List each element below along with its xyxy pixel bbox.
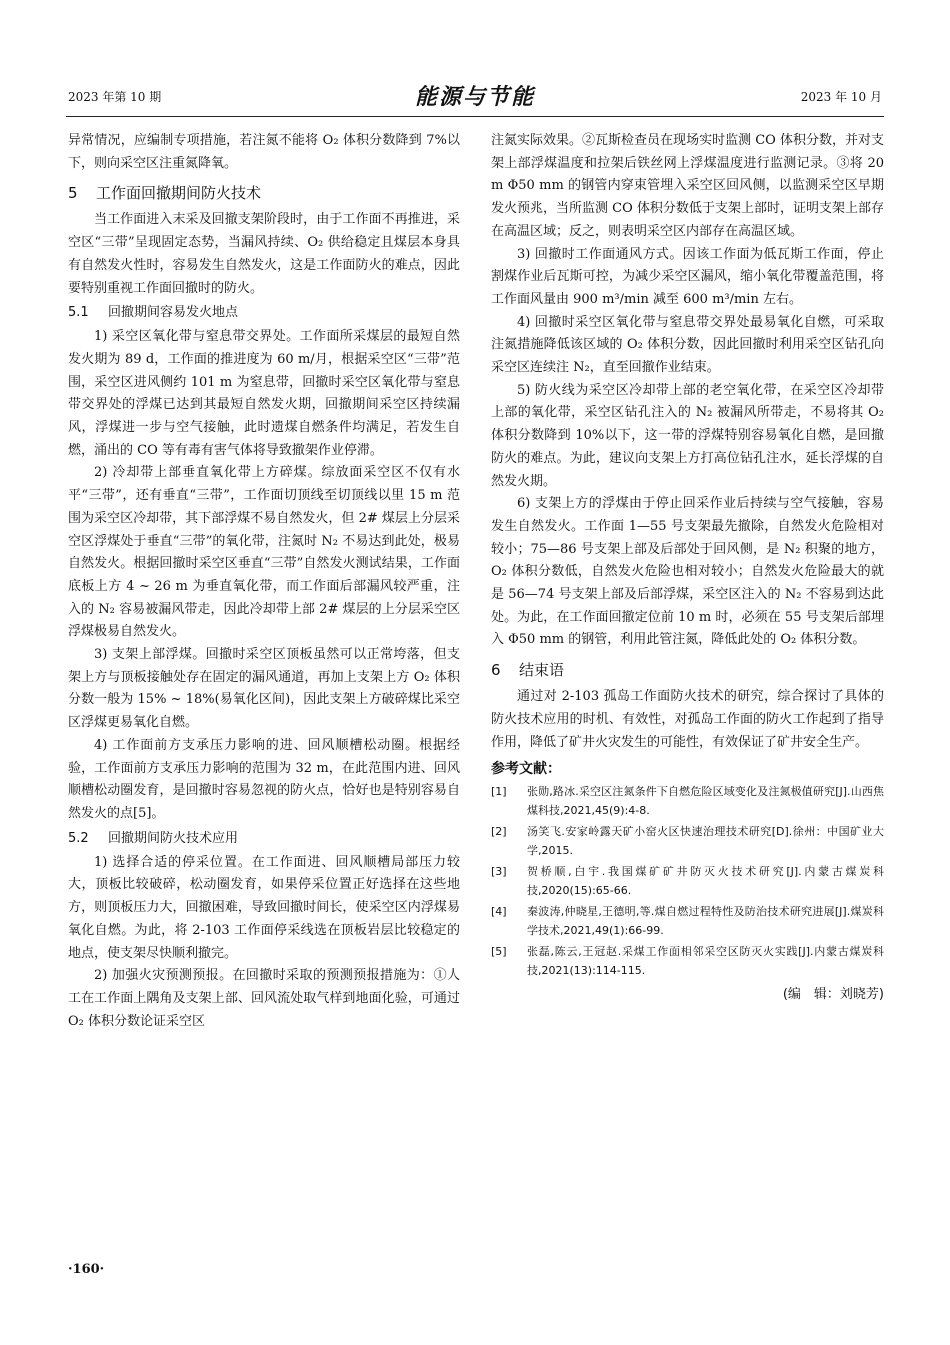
reference-item (491, 782, 884, 820)
references-heading: 参考文献： (491, 761, 561, 778)
reference-number: [4] (491, 905, 507, 919)
section-heading-6 (491, 658, 884, 682)
subsection-title: 回撤期间防火技术应用 (108, 830, 239, 846)
section-heading-5 (68, 181, 460, 205)
right-column (491, 130, 884, 1007)
page-number: ·160· (68, 1262, 105, 1277)
paragraph: 4) 回撤时采空区氧化带与窒息带交界处最易氧化自燃，可采取注氮措施降低该区域的 O₂ 体积分数，因此回撤时利用采空区钻孔向采空区连续注 N₂，直至回撤作业结束。 (491, 314, 884, 376)
reference-item (491, 862, 884, 900)
paragraph: 通过对 2-103 孤岛工作面防火技术的研究，综合探讨了具体的防火技术应用的时机、有效性，对孤岛工作面的防火工作起到了指导作用，降低了矿井火灾发生的可能性，有效保证了矿井安全生产。 (491, 689, 884, 750)
section-title: 工作面回撤期间防火技术 (96, 184, 262, 203)
paragraph: 3) 支架上部浮煤。回撤时采空区顶板虽然可以正常垮落，但支架上方与顶板接触处存在固定的漏风通道，再加上支架上方 O₂ 体积分数一般为 15% ~ 18%(易氧化区间)，因此支架上方破碎煤比采空区浮煤更易氧化自燃。 (68, 647, 460, 731)
reference-text: 汤笑飞.安家岭露天矿小窑火区快速治理技术研究[D].徐州：中国矿业大学,2015. (527, 825, 884, 858)
reference-item (491, 822, 884, 860)
subsection-heading-5-2 (68, 828, 460, 850)
subsection-heading-5-1 (68, 302, 460, 324)
reference-text: 张勋,路冰.采空区注氮条件下自燃危险区域变化及注氮极值研究[J].山西焦煤科技,2021,45(9):4-8. (527, 785, 884, 818)
paragraph: 当工作面进入末采及回撤支架阶段时，由于工作面不再推进，采空区“三带”呈现固定态势，当漏风持续、O₂ 供给稳定且煤层本身具有自然发火性时，容易发生自然发火，这是工作面防火的难点，因此要特别重视工作面回撤时的防火。 (68, 212, 460, 296)
subsection-number: 5.2 (68, 830, 89, 846)
paragraph: 3) 回撤时工作面通风方式。因该工作面为低瓦斯工作面，停止割煤作业后瓦斯可控，为减少采空区漏风，缩小氧化带覆盖范围，将工作面风量由 900 m³/min 减至 600 m³/min 左右。 (491, 246, 884, 307)
subsection-title: 回撤期间容易发火地点 (108, 305, 239, 321)
reference-text: 贺桥顺,白宇.我国煤矿矿井防灭火技术研究[J].内蒙古煤炭科技,2020(15):65-66. (527, 865, 884, 898)
editor-credit: (编 辑：刘晓芳) (782, 987, 884, 1003)
reference-text: 张磊,陈云,王冠赵.采煤工作面相邻采空区防灭火实践[J].内蒙古煤炭科技,2021(13):114-115. (527, 945, 884, 978)
paragraph: 4) 工作面前方支承压力影响的进、回风顺槽松动圈。根据经验，工作面前方支承压力影响的范围为 32 m，在此范围内进、回风顺槽松动圈发育，是回撤时容易忽视的防火点，恰好也是特别容易自然发火的点[5]。 (68, 737, 460, 821)
header-issue: 2023 年第 10 期 (68, 90, 162, 104)
paragraph: 1) 选择合适的停采位置。在工作面进、回风顺槽局部压力较大，顶板比较破碎，松动圈发育，如果停采位置正好选择在这些地方，则顶板压力大，回撤困难，导致回撤时间长，使采空区内浮煤易氧化自燃。为此，将 2-103 工作面停采线选在顶板岩层比较稳定的地点，使支架尽快顺利撤完。 (68, 854, 460, 961)
paragraph: 注氮实际效果。②瓦斯检查员在现场实时监测 CO 体积分数，并对支架上部浮煤温度和拉架后铁丝网上浮煤温度进行监测记录。③将 20 m Φ50 mm 的钢管内穿束管埋入采空区回风侧，以监测采空区早期发火预兆，当所监测 CO 体积分数低于支架上部时，证明支架上部存在高温区域；反之，则表明采空区内部存在高温区域。 (491, 133, 884, 239)
section-number: 6 (491, 661, 501, 680)
paragraph: 1) 采空区氧化带与窒息带交界处。工作面所采煤层的最短自然发火期为 89 d，工作面的推进度为 60 m/月，根据采空区“三带”范围，采空区进风侧约 101 m 为窒息带，回撤时采空区氧化带与窒息带交界处的浮煤已达到其最短自然发火期，回撤期间采空区持续漏风，浮煤进一步与空气接触，此时遗煤自燃条件均满足，若发生自燃，涌出的 CO 等有毒有害气体将导致撤架作业停滞。 (68, 329, 460, 458)
section-title: 结束语 (519, 661, 565, 680)
paragraph: 5) 防火线为采空区冷却带上部的老空氧化带，在采空区冷却带上部的氧化带，采空区钻孔注入的 N₂ 被漏风所带走，不易将其 O₂ 体积分数降到 10%以下，这一带的浮煤特别容易氧化自燃，是回撤防火的难点。为此，建议向支架上方打高位钻孔注水，延长浮煤的自然发火期。 (491, 382, 884, 489)
reference-list (491, 782, 884, 980)
reference-number: [1] (491, 785, 507, 799)
journal-logo: 能源与节能 (414, 84, 535, 110)
paragraph: 2) 加强火灾预测预报。在回撤时采取的预测预报措施为：①人工在工作面上隅角及支架上部、回风流处取气样到地面化验，可通过 O₂ 体积分数论证采空区 (68, 968, 460, 1029)
header-rule (66, 116, 884, 117)
reference-number: [2] (491, 825, 507, 839)
left-column (68, 130, 460, 1033)
paragraph: 异常情况，应编制专项措施，若注氮不能将 O₂ 体积分数降到 7%以下，则向采空区注重氮降氧。 (68, 133, 460, 171)
reference-number: [5] (491, 945, 507, 959)
reference-item (491, 942, 884, 980)
paragraph: 6) 支架上方的浮煤由于停止回采作业后持续与空气接触，容易发生自然发火。工作面 1—55 号支架最先撤除，自然发火危险相对较小；75—86 号支架上部及后部处于回风侧，是 N₂ 积聚的地方，O₂ 体积分数低，自然发火危险也相对较小；自然发火危险最大的就是 56—74 号支架上部及后部浮煤，采空区注入的 N₂ 不容易到达此处。为此，在工作面回撤定位前 10 m 时，必须在 55 号支架后部埋入 Φ50 mm 的钢管，利用此管注氮，降低此处的 O₂ 体积分数。 (491, 496, 884, 648)
reference-text: 秦波涛,仲晓星,王德明,等.煤自燃过程特性及防治技术研究进展[J].煤炭科学技术,2021,49(1):66-99. (527, 905, 884, 938)
section-number: 5 (68, 184, 78, 203)
paragraph: 2) 冷却带上部垂直氧化带上方碎煤。综放面采空区不仅有水平“三带”，还有垂直“三带”，工作面切顶线至切顶线以里 15 m 范围为采空区冷却带，其下部浮煤不易自然发火，但 2# 煤层上分层采空区浮煤处于垂直“三带”的氧化带，注氮时 N₂ 不易达到此处，极易自然发火。根据回撤时采空区垂直“三带”自然发火测试结果，工作面底板上方 4 ~ 26 m 为垂直氧化带，而工作面后部漏风较严重，注入的 N₂ 容易被漏风带走，因此冷却带上部 2# 煤层的上分层采空区浮煤极易自然发火。 (68, 465, 460, 640)
header-date: 2023 年 10 月 (800, 90, 882, 104)
reference-item (491, 902, 884, 940)
subsection-number: 5.1 (68, 305, 89, 321)
reference-number: [3] (491, 865, 507, 879)
